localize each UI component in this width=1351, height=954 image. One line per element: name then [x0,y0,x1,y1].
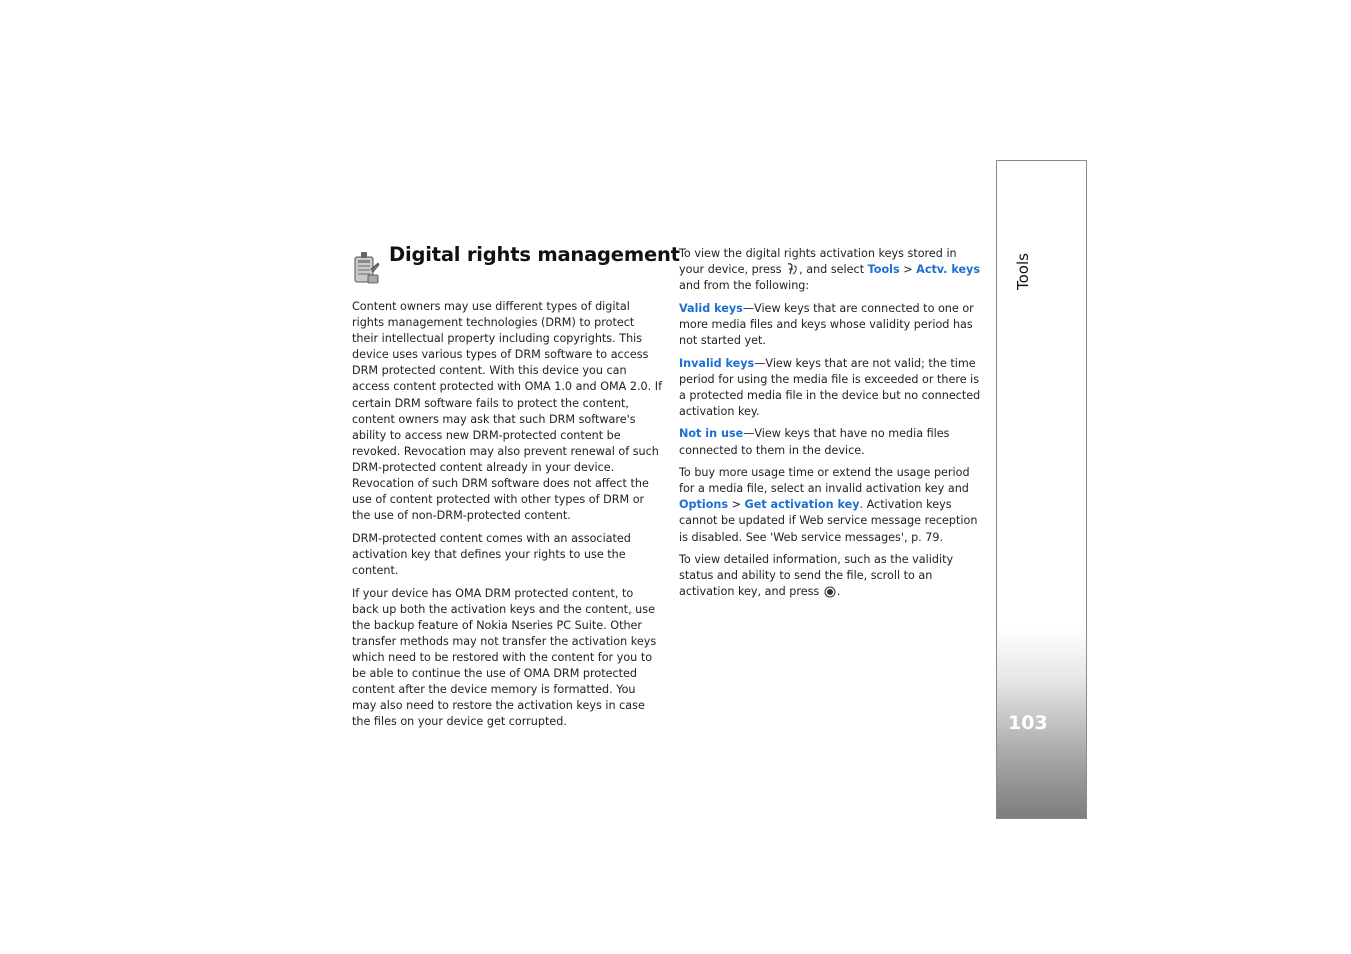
detail-text: To view detailed information, such as the validity status and ability to send the file, scroll to an activation key, and press [679,553,954,599]
buy-text: To buy more usage time or extend the usage period for a media file, select an invalid activation key and [679,466,970,496]
options-link[interactable]: Options [679,498,729,512]
intro-text: To view the digital rights activation keys stored in your device, press [679,247,957,277]
left-column [352,299,662,737]
valid-keys-link[interactable]: Valid keys [679,301,743,315]
paragraph-detail [679,552,985,600]
right-column [679,246,985,607]
intro-text-2: , and select [799,263,868,277]
not-in-use-link[interactable]: Not in use [679,427,744,441]
tools-link[interactable]: Tools [867,263,900,277]
not-in-use-text: —View keys that have no media files connected to them in the device. [679,427,950,457]
paragraph-drm-intro: Content owners may use different types of digital rights management technologies (DRM) to protect their intellectual property including copyrights. This device uses various types of DRM software to access DRM protected content. With this device you can access content protected with OMA 1.0 and OMA 2.0. If certain DRM software fails to protect the content, content owners may ask that such DRM software's ability to access new DRM-protected content be revoked. Revocation may also prevent renewal of such DRM-protected content already in your device. Revocation of such DRM software does not affect the use of content protected with other types of DRM or the use of non-DRM-protected content. [352,300,663,523]
chapter-title: Tools [1014,253,1032,290]
paragraph-invalid-keys [679,356,985,420]
get-activation-key-link[interactable]: Get activation key [744,498,860,512]
valid-keys-text: —View keys that are connected to one or more media files and keys whose validity period has not started yet. [679,301,974,347]
invalid-keys-link[interactable]: Invalid keys [679,356,755,370]
paragraph-backup: If your device has OMA DRM protected content, to back up both the activation keys and the content, use the backup feature of Nokia Nseries PC Suite. Other transfer methods may not transfer the activation keys which need to be restored with the content for you to be able to continue the use of OMA DRM protected content after the device memory is formatted. You may also need to restore the activation keys in case the files on your device get corrupted. [352,586,657,729]
paragraph-valid-keys [679,301,985,349]
intro-text-3: and from the following: [679,279,810,293]
paragraph-not-in-use [679,426,985,458]
actv-keys-link[interactable]: Actv. keys [916,263,980,277]
page-number: 103 [1008,712,1048,734]
drm-tool-icon [352,249,380,285]
separator: > [899,263,917,277]
joystick-select-icon [823,584,837,598]
invalid-keys-text: —View keys that are not valid; the time period for using the media file is exceeded or there is a protected media file in the device but no connected activation key. [679,356,981,418]
detail-text-2: . [836,585,841,599]
separator-2: > [728,498,745,512]
paragraph-buy-usage [679,465,985,545]
paragraph-activation-key: DRM-protected content comes with an associated activation key that defines your rights to use the content. [352,531,631,577]
buy-text-2: . Activation keys cannot be updated if Web service message reception is disabled. See 'Web service messages', p. 79. [679,498,978,544]
page-title: Digital rights management [389,243,680,266]
menu-key-icon [785,262,799,276]
chapter-label [1008,248,1038,298]
paragraph-view-keys [679,246,985,294]
section-header [352,243,680,287]
